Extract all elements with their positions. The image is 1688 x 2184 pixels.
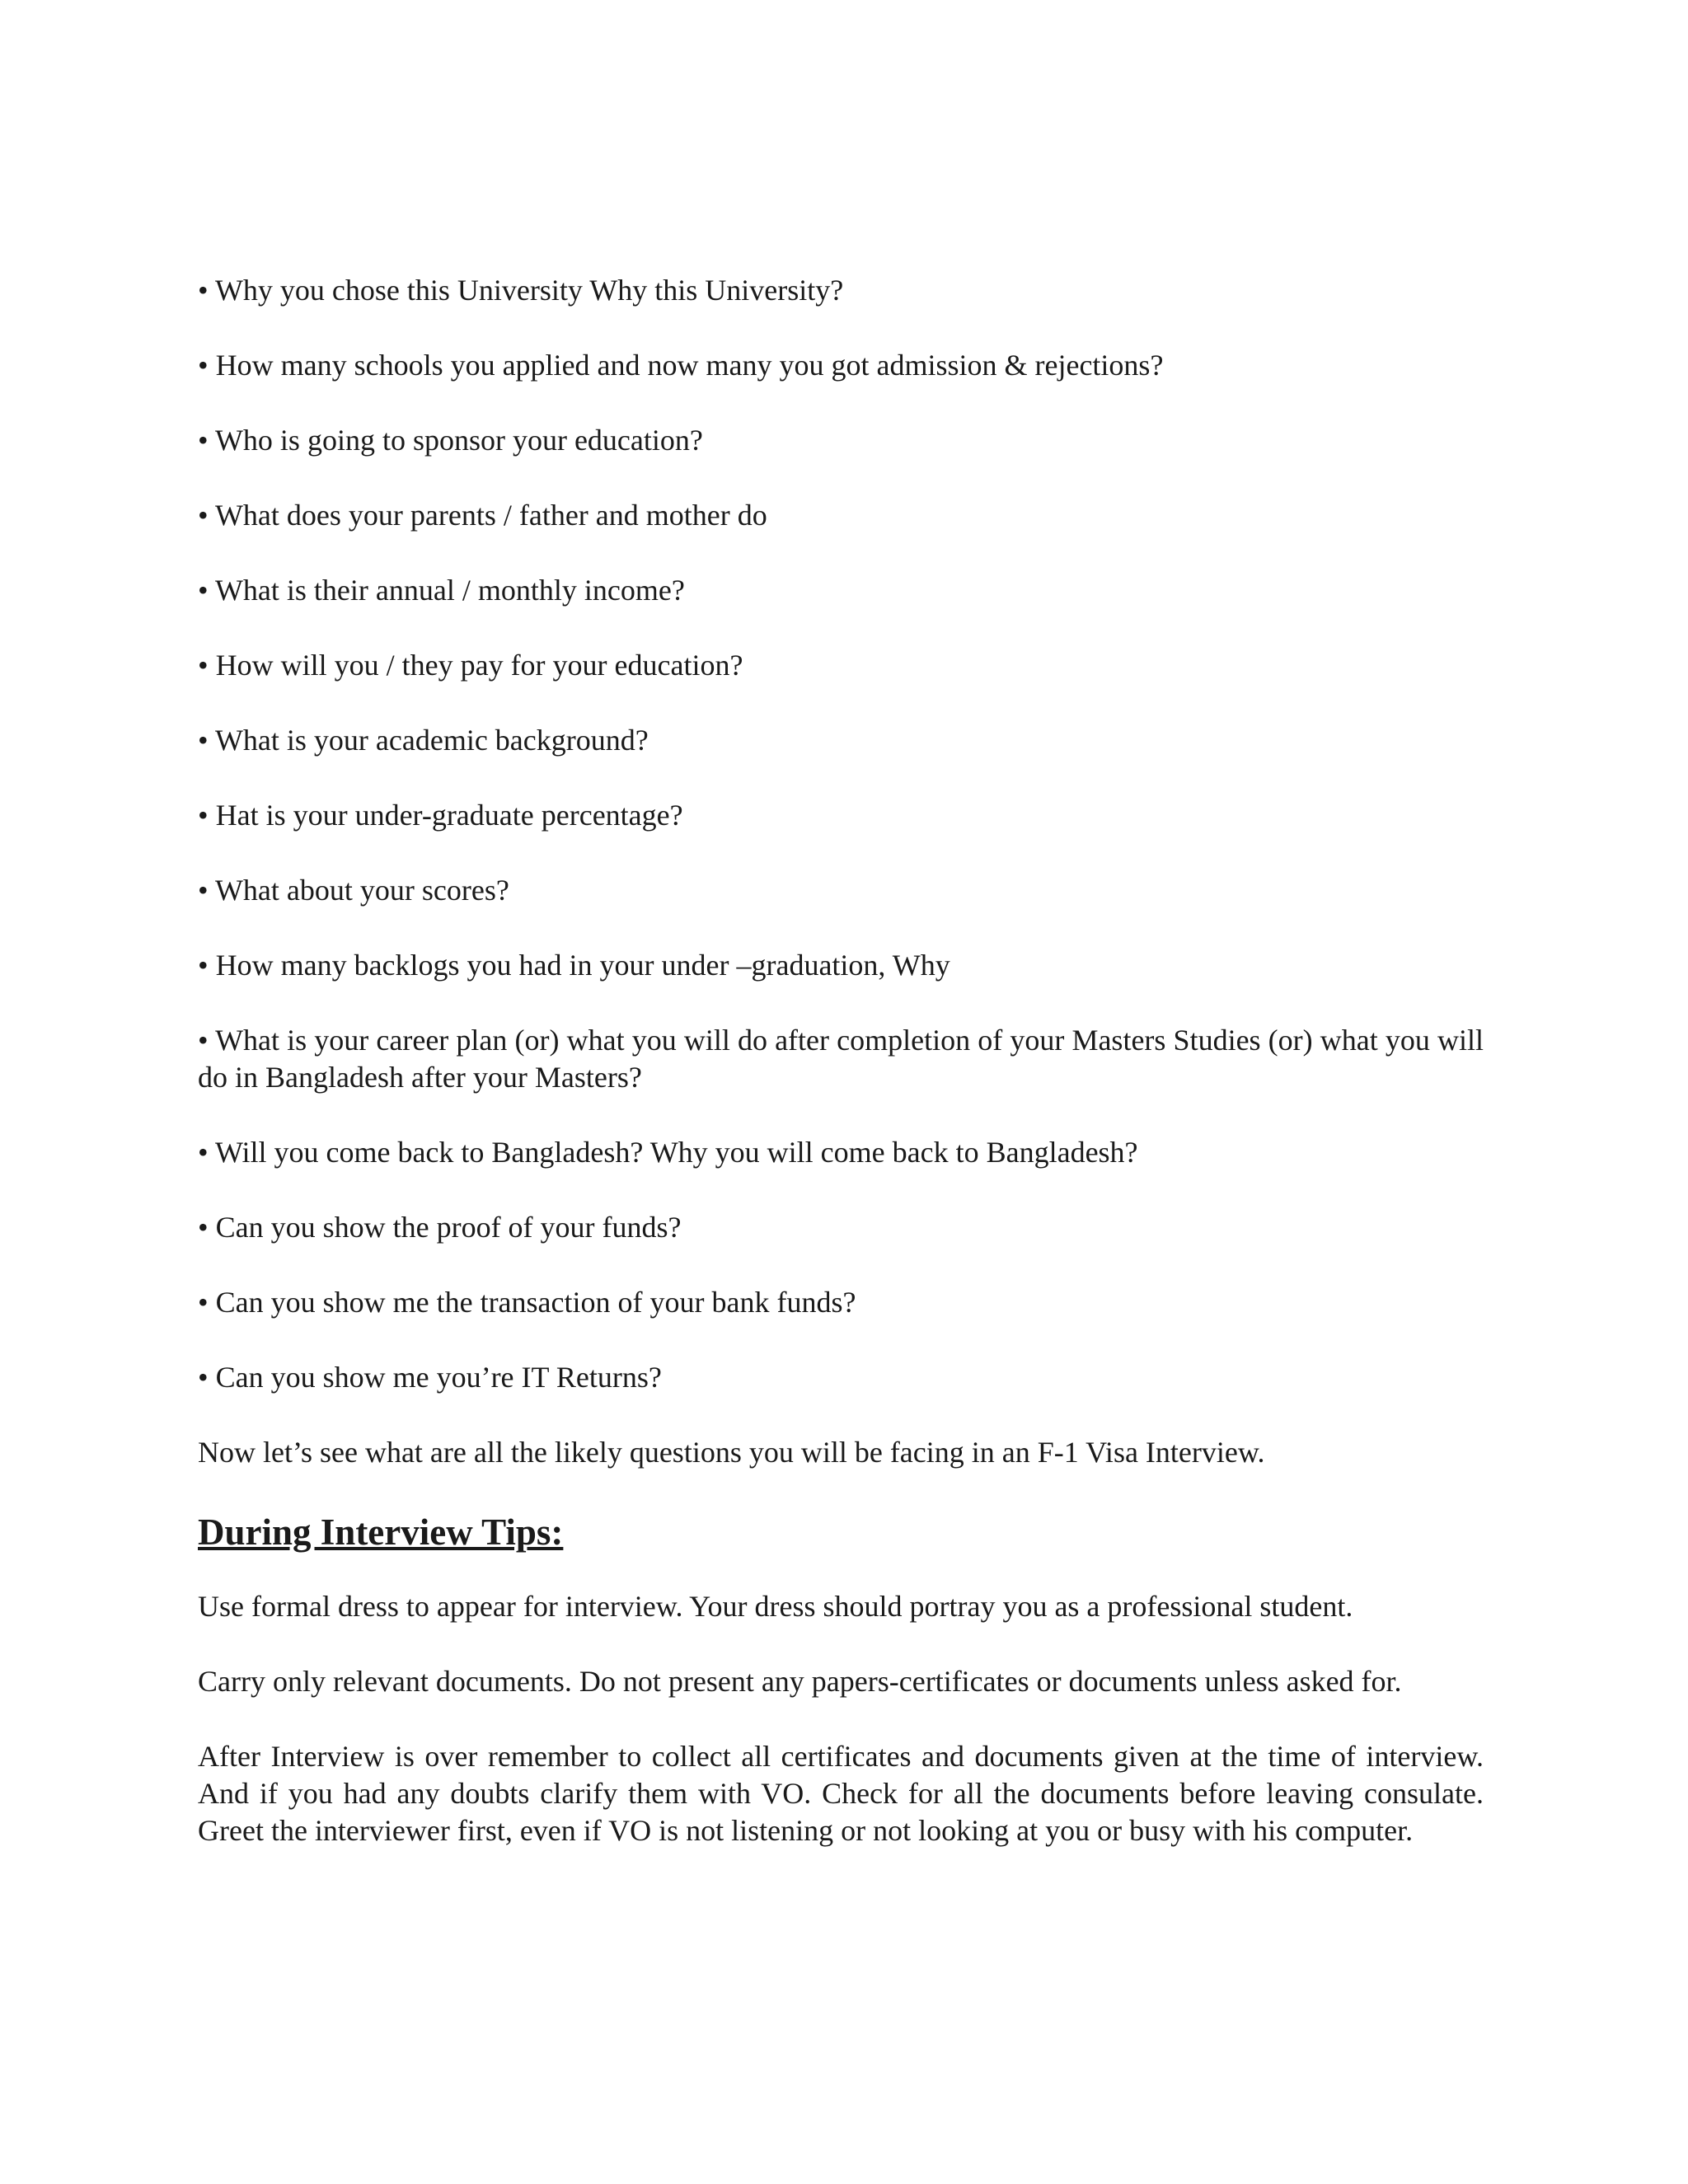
tip-paragraph: Use formal dress to appear for interview. Your dress should portray you as a professional student. — [198, 1590, 1353, 1623]
question-item: • Can you show me the transaction of your bank funds? — [198, 1286, 856, 1319]
question-item: • Will you come back to Bangladesh? Why you will come back to Bangladesh? — [198, 1136, 1138, 1169]
question-item: • How will you / they pay for your education? — [198, 649, 743, 682]
intro-sentence: Now let’s see what are all the likely questions you will be facing in an F-1 Visa Interview. — [198, 1436, 1265, 1469]
tip-paragraph: After Interview is over remember to collect all certificates and documents given at the time of interview. And if you had any doubts clarify them with VO. Check for all the documents before leaving consulate. Greet the interviewer first, even if VO is not listening or not looking at you or busy with his computer. — [198, 1740, 1484, 1847]
question-item: • Why you chose this University Why this University? — [198, 274, 844, 307]
question-item: • Hat is your under-graduate percentage? — [198, 799, 683, 832]
question-item: • Who is going to sponsor your education? — [198, 424, 703, 457]
tip-paragraph: Carry only relevant documents. Do not present any papers-certificates or documents unless asked for. — [198, 1665, 1402, 1698]
question-item: • Can you show the proof of your funds? — [198, 1211, 682, 1244]
question-item: • How many backlogs you had in your under –graduation, Why — [198, 949, 950, 982]
section-heading: During Interview Tips: — [198, 1511, 564, 1553]
question-item: • What about your scores? — [198, 874, 509, 907]
question-list — [198, 272, 1484, 1396]
question-item: • What is your career plan (or) what you will do after completion of your Masters Studies (or) what you will do in Bangladesh after your Masters? — [198, 1024, 1484, 1094]
question-item: • Can you show me you’re IT Returns? — [198, 1361, 662, 1394]
question-item: • What is your academic background? — [198, 724, 649, 757]
page-content — [198, 272, 1484, 1849]
question-item: • What does your parents / father and mother do — [198, 499, 767, 532]
question-item: • What is their annual / monthly income? — [198, 574, 685, 607]
question-item: • How many schools you applied and now many you got admission & rejections? — [198, 349, 1164, 382]
